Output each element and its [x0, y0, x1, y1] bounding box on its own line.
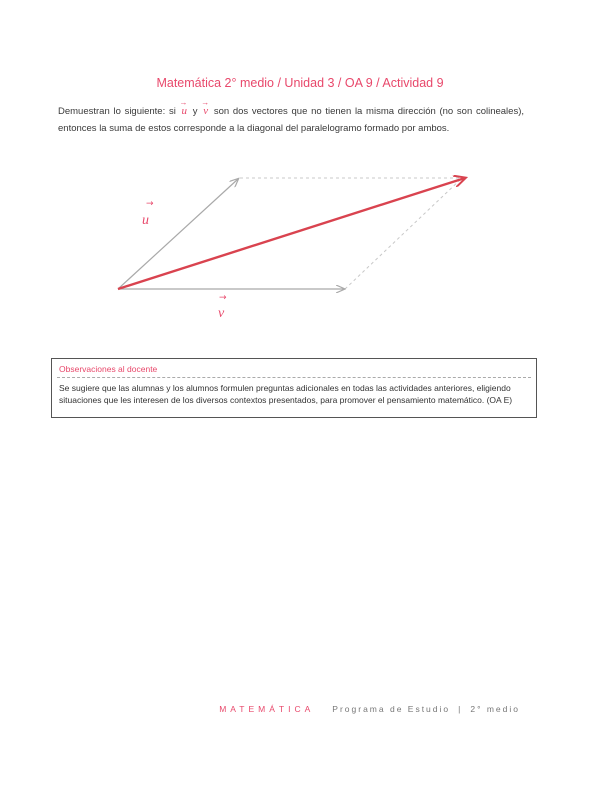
vector-u-symbol: → u — [180, 103, 190, 120]
footer-separator: | — [458, 704, 463, 714]
footer-grade: 2° medio — [470, 704, 520, 714]
vector-u-arrow — [118, 179, 238, 289]
svg-text:→: → — [146, 199, 154, 209]
page-title: Matemática 2° medio / Unidad 3 / OA 9 / Actividad 9 — [156, 76, 444, 90]
vector-u-label-text: u — [142, 213, 149, 228]
footer-brand: MATEMÁTICA — [219, 704, 315, 714]
vector-v-symbol: → v — [201, 103, 210, 120]
teacher-notes-title: Observaciones al docente — [59, 364, 158, 374]
intro-text-start: Demuestran lo siguiente: si — [58, 106, 180, 117]
intro-text-end: son dos vectores que no tienen la misma dirección (no son colineales), entonces la suma de estos corresponde a la diagonal del paralelogramo formado por ambos. — [58, 106, 524, 134]
svg-text:→: → — [219, 293, 227, 303]
footer-program: Programa de Estudio — [332, 704, 451, 714]
vector-v-label-text: v — [218, 306, 225, 321]
vector-v-label — [218, 293, 227, 321]
parallelogram-right-dashed-side — [345, 178, 462, 289]
sum-diagonal-arrow — [118, 178, 465, 289]
teacher-notes-box — [51, 358, 537, 418]
page-footer — [219, 704, 520, 714]
intro-paragraph — [58, 103, 524, 137]
intro-text-middle: y — [189, 106, 202, 117]
parallelogram-diagram — [0, 160, 600, 330]
teacher-notes-divider — [57, 377, 531, 378]
teacher-notes-text: Se sugiere que las alumnas y los alumnos formulen preguntas adicionales en todas las actividades anteriores, eligiendo situaciones que les interesen de los diversos contextos presentados, para promover el pensamiento matemático. (OA E) — [59, 383, 513, 405]
vector-u-label — [142, 199, 154, 228]
